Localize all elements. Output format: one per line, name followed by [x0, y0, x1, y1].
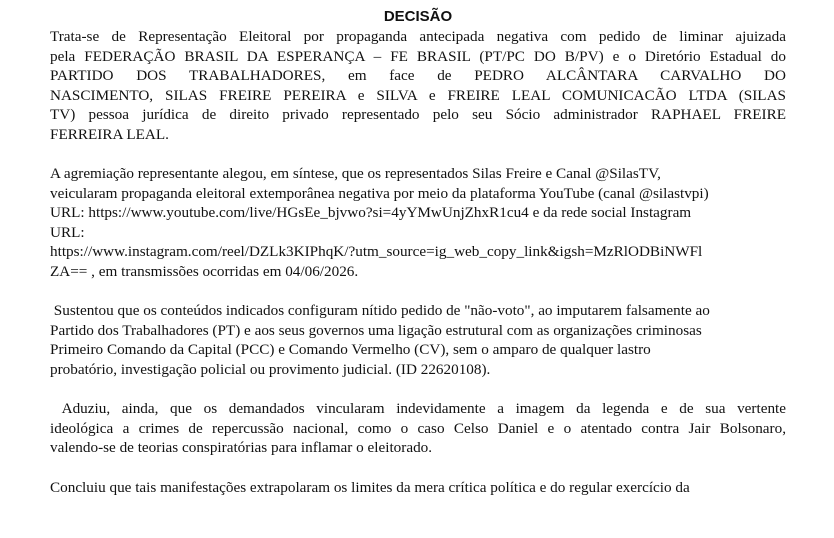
paragraph-line: URL: https://www.youtube.com/live/HGsEe_bjvwo?si=4yYMwUnjZhxR1cu4 e da rede social Instagram: [50, 204, 692, 221]
paragraph-spacer: [50, 379, 786, 399]
paragraph-line: PARTIDO DOS TRABALHADORES, em face de PEDRO ALCÂNTARA CARVALHO DO: [50, 67, 786, 84]
paragraph-line: Aduziu, ainda, que os demandados vincularam indevidamente a imagem da legenda e de sua vertente: [50, 400, 786, 417]
paragraph-spacer: [50, 144, 786, 164]
paragraph-line: Concluiu que tais manifestações extrapolaram os limites da mera crítica política e do regular exercício da: [50, 478, 690, 496]
paragraph-line: valendo-se de teorias conspiratórias para inflamar o eleitorado.: [50, 439, 433, 456]
paragraph-spacer: [50, 458, 786, 478]
paragraph-line: Sustentou que os conteúdos indicados configuram nítido pedido de "não-voto", ao imputarem falsamente ao: [50, 302, 710, 319]
paragraph-3: [50, 301, 786, 379]
document-page: [50, 8, 786, 497]
paragraph-line: probatório, investigação policial ou provimento judicial. (ID 22620108).: [50, 360, 491, 378]
paragraph-2: [50, 164, 786, 281]
paragraph-spacer: [50, 281, 786, 301]
paragraph-line: A agremiação representante alegou, em síntese, que os representados Silas Freire e Canal @SilasTV,: [50, 165, 661, 182]
paragraph-line: TV) pessoa jurídica de direito privado representado pelo seu Sócio administrador RAPHAEL FREIRE: [50, 106, 786, 123]
paragraph-4: [50, 399, 786, 458]
paragraph-line: veicularam propaganda eleitoral extemporânea negativa por meio da plataforma YouTube (canal @silastvpi): [50, 184, 709, 202]
paragraph-1: [50, 27, 786, 144]
paragraph-5: [50, 478, 786, 498]
paragraph-line: ideológica a crimes de repercussão nacional, como o caso Celso Daniel e o atentado contra Jair Bolsonaro,: [50, 419, 786, 437]
paragraph-line: URL:: [50, 223, 85, 241]
paragraph-line: pela FEDERAÇÃO BRASIL DA ESPERANÇA – FE BRASIL (PT/PC DO B/PV) e o Diretório Estadual do: [50, 47, 786, 65]
paragraph-line: Trata-se de Representação Eleitoral por propaganda antecipada negativa com pedido de liminar ajuizada: [50, 28, 786, 45]
paragraph-line: NASCIMENTO, SILAS FREIRE PEREIRA e SILVA e FREIRE LEAL COMUNICACÃO LTDA (SILAS: [50, 86, 786, 104]
document-title: DECISÃO: [383, 8, 453, 25]
paragraph-line: Primeiro Comando da Capital (PCC) e Comando Vermelho (CV), sem o amparo de qualquer lastro: [50, 341, 651, 358]
paragraph-line: https://www.instagram.com/reel/DZLk3KIPhqK/?utm_source=ig_web_copy_link&igsh=MzRlODBiNWFl: [50, 243, 703, 260]
paragraph-line: ZA== , em transmissões ocorridas em 04/06/2026.: [50, 262, 359, 280]
paragraph-line: Partido dos Trabalhadores (PT) e aos seus governos uma ligação estrutural com as organizações criminosas: [50, 321, 702, 339]
paragraph-line: FERREIRA LEAL.: [50, 125, 169, 143]
